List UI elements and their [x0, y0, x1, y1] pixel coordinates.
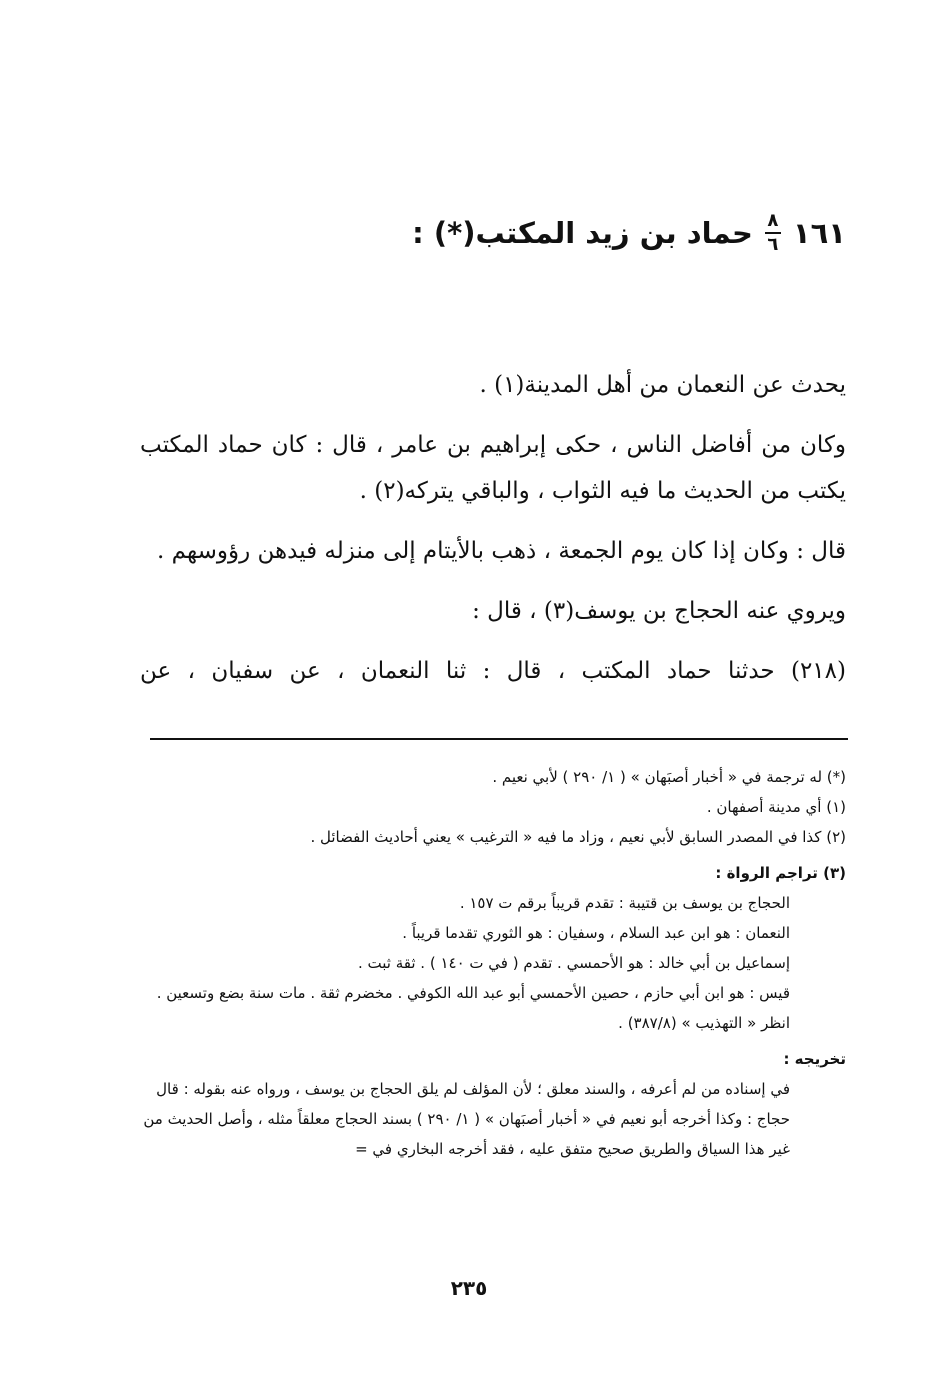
- fraction-denominator: ٦: [767, 234, 779, 255]
- paragraph-5: (٢١٨) حدثنا حماد المكتب ، قال : ثنا النعمان ، عن سفيان ، عن: [140, 658, 846, 684]
- entry-fraction: [765, 212, 781, 254]
- takhrij-title: تخريجه :: [783, 1050, 846, 1068]
- footnote-separator: [150, 738, 848, 740]
- entry-title: حماد بن زيد المكتب(*) :: [412, 216, 753, 250]
- footnote-2: (٢) كذا في المصدر السابق لأبي نعيم ، وزاد ما فيه « الترغيب » يعني أحاديث الفضائل .: [310, 828, 846, 846]
- footnote-3-line-2: النعمان : هو ابن عبد السلام ، وسفيان : هو الثوري تقدما قريباً .: [402, 924, 790, 942]
- fraction-numerator: ٨: [767, 210, 779, 231]
- main-text: [140, 362, 846, 708]
- footnote-3-title: (٣) تراجم الرواة :: [715, 864, 846, 882]
- paragraph-2: وكان من أفاضل الناس ، حكى إبراهيم بن عامر ، قال : كان حماد المكتب يكتب من الحديث ما فيه الثواب ، والباقي يتركه(٢) .: [140, 432, 846, 504]
- paragraph-1: يحدث عن النعمان من أهل المدينة(١) .: [479, 372, 846, 398]
- entry-heading: [412, 212, 846, 254]
- entry-number: ١٦١: [792, 216, 846, 250]
- paragraph-3: قال : وكان إذا كان يوم الجمعة ، ذهب بالأيتام إلى منزله فيدهن رؤوسهم .: [157, 538, 846, 564]
- footnote-star: (*) له ترجمة في « أخبار أصبَهان » ( ١/ ٢٩٠ ) لأبي نعيم .: [492, 768, 846, 786]
- footnote-3-line-4: قيس : هو ابن أبي حازم ، حصين الأحمسي أبو عبد الله الكوفي . مخضرم ثقة . مات سنة بضع وتسعين . انظر « التهذيب » (٣٨٧/٨) .: [156, 984, 790, 1032]
- takhrij-text: في إسناده من لم أعرفه ، والسند معلق ؛ لأن المؤلف لم يلق الحجاج بن يوسف ، ورواه عنه بقوله : قال حجاج : وكذا أخرجه أبو نعيم في « أخبار أصبَهان » ( ١/ ٢٩٠ ) بسند الحجاج معلقاً مثله ، وأصل الحديث من غير هذا السياق والطريق صحيح متفق عليه ، فقد أخرجه البخاري في =: [143, 1080, 790, 1158]
- footnote-3-line-1: الحجاج بن يوسف بن قتيبة : تقدم قريباً برقم ت ١٥٧ .: [459, 894, 790, 912]
- paragraph-4: ويروي عنه الحجاج بن يوسف(٣) ، قال :: [472, 598, 846, 624]
- footnote-3-line-3: إسماعيل بن أبي خالد : هو الأحمسي . تقدم ( في ت ١٤٠ ) . ثقة ثبت .: [358, 954, 790, 972]
- footnotes: [140, 762, 846, 1164]
- footnote-1: (١) أي مدينة أصفهان .: [706, 798, 846, 816]
- page-number: ٢٣٥: [450, 1276, 488, 1300]
